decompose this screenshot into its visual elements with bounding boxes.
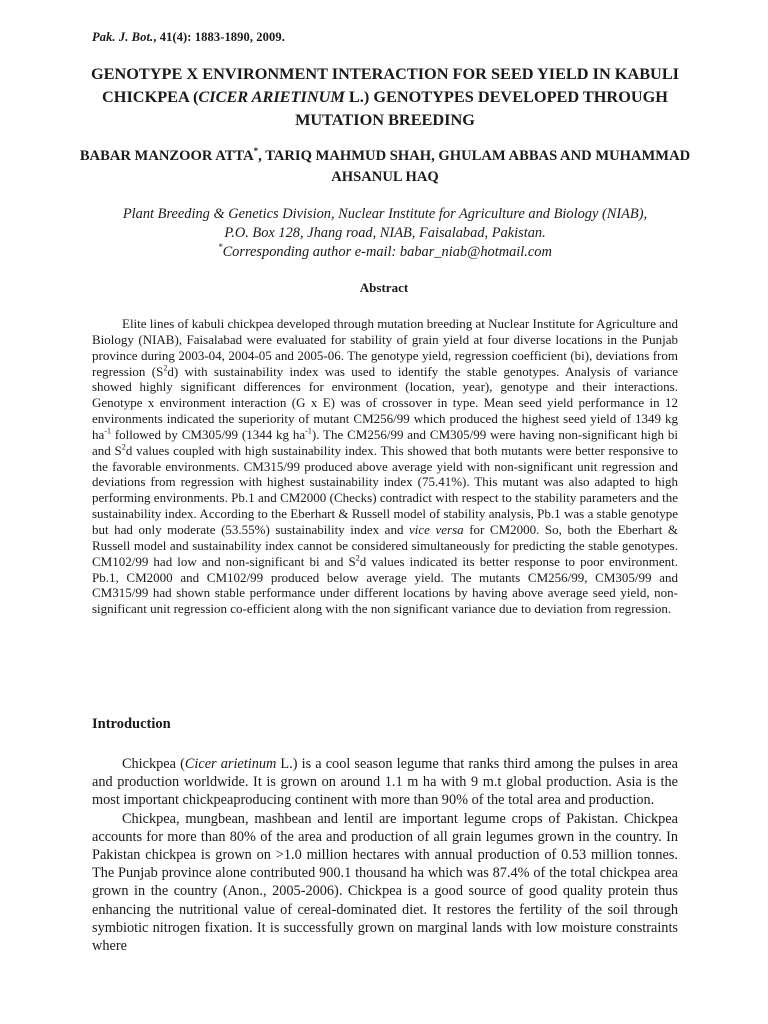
abstract-paragraph — [92, 316, 678, 617]
abstract-heading: Abstract — [359, 280, 409, 295]
affiliation-block — [70, 205, 700, 262]
intro-text: Chickpea ( — [122, 756, 185, 772]
intro-text: L.) is a cool season legume that ranks third among the pulses in area and production worldwide. It is grown on around 1.1 m ha with 9 m.t global production. Asia is the most important chickpeaproducing continent with more than 90% of the total area and production. — [92, 756, 678, 809]
journal-volume-pages-year: , 41(4): 1883-1890, 2009. — [153, 30, 285, 44]
introduction-paragraph-1 — [92, 755, 678, 810]
title-text-part2: L.) GENOTYPES DEVELOPED THROUGH MUTATION BREEDING — [295, 87, 668, 129]
introduction-heading: Introduction — [92, 716, 171, 732]
title-species-name: CICER ARIETINUM — [198, 87, 345, 106]
abstract-text: ). The CM256/99 and CM305/99 were having non-significant high bi and S — [92, 426, 678, 458]
abstract-italic-text: vice versa — [409, 521, 464, 537]
superscript: -1 — [104, 426, 111, 436]
corresponding-author-mark: * — [253, 146, 259, 157]
affiliation-line-2: P.O. Box 128, Jhang road, NIAB, Faisalabad, Pakistan. — [224, 225, 546, 241]
abstract-text: for CM2000. So, both the Eberhart & Russell model and sustainability index cannot be considered simultaneously for predicting the stable genotypes. CM102/99 had low and non-significant bi and S — [92, 521, 678, 569]
journal-citation — [92, 30, 285, 45]
abstract-text: followed by CM305/99 (1344 kg ha — [110, 426, 306, 442]
superscript: 2 — [355, 553, 360, 563]
affiliation-line-1: Plant Breeding & Genetics Division, Nuclear Institute for Agriculture and Biology (NIAB), — [122, 206, 648, 222]
author-list — [70, 146, 700, 188]
abstract-text: d) with sustainability index was used to identify the stable genotypes. Analysis of variance showed highly significant differences for environment (location, year), genotype and their interactions. Genotype x environment interaction (G x E) was of crossover in type. Mean seed yield performance in 12 environments indicated the superiority of mutant CM256/99 which produced the highest seed yield of 1349 kg ha — [92, 363, 678, 442]
abstract-text: Elite lines of kabuli chickpea developed through mutation breeding at Nuclear Institute for Agriculture and Biology (NIAB), Faisalabad were evaluated for stability of grain yield at four diverse locations in the Punjab province during 2003-04, 2004-05 and 2005-06. The genotype yield, regression coefficient (bi), deviations from regression (S — [92, 316, 678, 379]
introduction-paragraph-2: Chickpea, mungbean, mashbean and lentil are important legume crops of Pakistan. Chickpea accounts for more than 80% of the area and production of all grain legumes grown in the country. In Pakistan chickpea is grown on >1.0 million hectares with annual production of 0.53 million tonnes. The Punjab province alone contributed 900.1 thousand ha which was 87.4% of the total chickpea area grown in the country (Anon., 2005-2006). Chickpea is a good source of good quality protein thus enhancing the nutritional value of cereal-dominated diet. It restores the fertility of the soil through symbiotic nitrogen fixation. It is successfully grown on marginal lands with low moisture constraints where — [92, 810, 678, 955]
first-author: BABAR MANZOOR ATTA — [79, 148, 254, 164]
corresponding-author-email — [70, 243, 700, 262]
abstract-body — [92, 316, 678, 617]
abstract-text: d values indicated its better response to poor environment. Pb.1, CM2000 and CM102/99 produced below average yield. The mutants CM256/99, CM305/99 and CM315/99 had shown stable performance under different locations by having above average seed yield, non-significant unit regression co-efficient along with the non significant variance due to deviation from regression. — [92, 553, 678, 617]
introduction-body — [92, 755, 678, 955]
superscript: 2 — [121, 442, 126, 452]
corresponding-mark: * — [218, 242, 223, 253]
superscript: 2 — [163, 363, 168, 373]
corresponding-email-text: Corresponding author e-mail: babar_niab@hotmail.com — [222, 244, 552, 260]
paper-title — [70, 62, 700, 131]
other-authors: , TARIQ MAHMUD SHAH, GHULAM ABBAS AND MUHAMMAD AHSANUL HAQ — [258, 148, 691, 185]
journal-name: Pak. J. Bot. — [92, 30, 154, 44]
title-text-part1: GENOTYPE X ENVIRONMENT INTERACTION FOR SEED YIELD IN KABULI CHICKPEA ( — [90, 64, 680, 106]
abstract-text: d values coupled with high sustainability index. This showed that both mutants were better responsive to the favorable environments. CM315/99 produced above average yield with non-significant unit regression and deviations from regression with highest sustainability index (75.41%). This mutant was also adapted to high performing environments. Pb.1 and CM2000 (Checks) contradict with respect to the stability parameters and the sustainability index. According to the Eberhart & Russell model of stability analysis, Pb.1 was a stable genotype but had only moderate (53.55%) sustainability index and — [92, 442, 678, 537]
superscript: -1 — [305, 426, 312, 436]
intro-species-name: Cicer arietinum — [184, 756, 277, 772]
